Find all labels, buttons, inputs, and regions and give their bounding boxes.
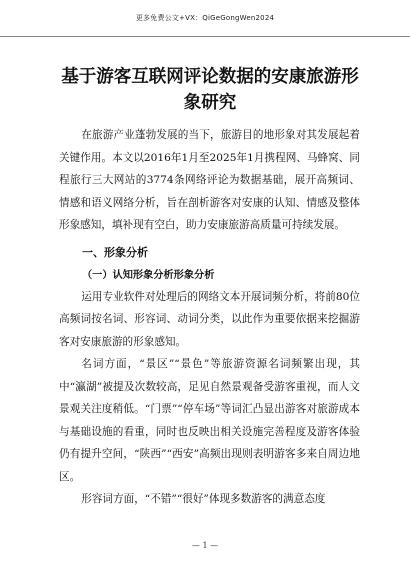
body-paragraph-1: 运用专业软件对处理后的网络文本开展词频分析，将前80位高频词按名词、形容词、动词分类，以此作为重要依据来挖掘游客对安康旅游的形象感知。 <box>59 290 360 348</box>
page-number: — 1 — <box>191 541 219 550</box>
body-paragraph-3: 形容词方面，“不错”“很好”体现多数游客的满意态度 <box>81 493 326 505</box>
document-body <box>59 124 360 511</box>
body-paragraph-2: 名词方面，“景区”“景色”等旅游资源名词频繁出现，其中“瀛湖”被提及次数较高，足见自然景观备受游客重视，而人文景观关注度稍低。“门票”“停车场”等词汇凸显出游客对旅游成本与基础设施的看重，同时也反映出相关设施完善程度及游客体验仍有提升空间，“陕西”“西安”高频出现则表明游客多来自周边地区。 <box>59 358 360 483</box>
header-text: 更多免费公文+VX：QiGeGongWen2024 <box>135 14 275 22</box>
intro-paragraph: 在旅游产业蓬勃发展的当下，旅游目的地形象对其发展起着关键作用。本文以2016年1月至2025年1月携程网、马蜂窝、同程旅行三大网站的3774条网络评论为数据基础，展开高频词、情感和语义网络分析，旨在剖析游客对安康的认知、情感及整体形象感知，填补现有空白，助力安康旅游高质量可持续发展。 <box>59 129 360 231</box>
document-title: 基于游客互联网评论数据的安康旅游形象研究 <box>61 67 359 113</box>
page-header <box>0 0 410 37</box>
section-heading: 一、形象分析 <box>82 245 148 259</box>
subsection-heading: （一）认知形象分析形象分析 <box>82 268 215 281</box>
